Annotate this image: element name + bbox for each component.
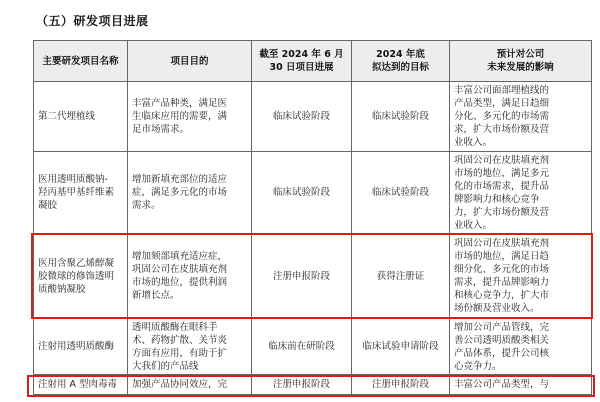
header-project-purpose: 项目目的 [128,41,252,82]
project-name-cell: 注射用 A 型肉毒毒 [34,375,128,395]
progress-cell: 临床前在研阶段 [252,319,352,375]
rd-progress-table [33,40,592,395]
progress-cell: 临床试验阶段 [252,82,352,152]
table-row [34,82,592,152]
project-name-cell: 医用含聚乙烯醇凝 胶微球的修饰透明 质酸钠凝胶 [34,234,128,319]
target-cell: 临床试验阶段 [352,82,450,152]
progress-cell: 临床试验阶段 [252,152,352,234]
project-purpose-cell: 丰富产品种类，满足医 生临床应用的需要，满 足市场需求。 [128,82,252,152]
impact-cell: 增加公司产品管线，完 善公司透明质酸类相关 产品体系，提升公司核 心竞争力。 [450,319,592,375]
target-cell: 临床试验阶段 [352,152,450,234]
impact-cell: 丰富公司面部埋植线的 产品类型，满足日趋细 分化、多元化的市场需 求，扩大市场份额及营 业收入。 [450,82,592,152]
header-progress: 截至 2024 年 6 月 30 日项目进展 [252,41,352,82]
table-header-row [34,41,592,82]
progress-cell: 注册申报阶段 [252,234,352,319]
table-row [34,152,592,234]
target-cell: 获得注册证 [352,234,450,319]
table-row [34,319,592,375]
project-purpose-cell: 透明质酸酶在眼科手 术、药物扩散、关节炎 方面有应用，有助于扩 大我们的产品线 [128,319,252,375]
target-cell: 临床试验申请阶段 [352,319,450,375]
project-name-cell: 医用透明质酸钠- 羟丙基甲基纤维素 凝胶 [34,152,128,234]
project-purpose-cell: 增加颏部填充适应症， 巩固公司在皮肤填充剂 市场的地位，提供利润 新增长点。 [128,234,252,319]
project-purpose-cell: 增加新填充部位的适应 症，满足多元化的市场 需求。 [128,152,252,234]
project-purpose-cell: 加强产品协同效应，完 [128,375,252,395]
header-impact: 预计对公司 未来发展的影响 [450,41,592,82]
table-row [34,375,592,395]
project-name-cell: 注射用透明质酸酶 [34,319,128,375]
section-title: （五）研发项目进展 [36,14,149,28]
table-row [34,234,592,319]
impact-cell: 巩固公司在皮肤填充剂 市场的地位，满足日趋 细分化、多元化的市场 需求，提升品牌影响力 和核心竞争力，扩大市 场份额及营业收入。 [450,234,592,319]
header-project-name: 主要研发项目名称 [34,41,128,82]
progress-cell: 注册申报阶段 [252,375,352,395]
header-target: 2024 年底 拟达到的目标 [352,41,450,82]
project-name-cell: 第二代埋植线 [34,82,128,152]
impact-cell: 巩固公司在皮肤填充剂 市场的地位，满足多元 化的市场需求，提升品 牌影响力和核心竞争 力，扩大市场份额及营 业收入。 [450,152,592,234]
target-cell: 注册申报阶段 [352,375,450,395]
impact-cell: 丰富公司产品类型，与 [450,375,592,395]
